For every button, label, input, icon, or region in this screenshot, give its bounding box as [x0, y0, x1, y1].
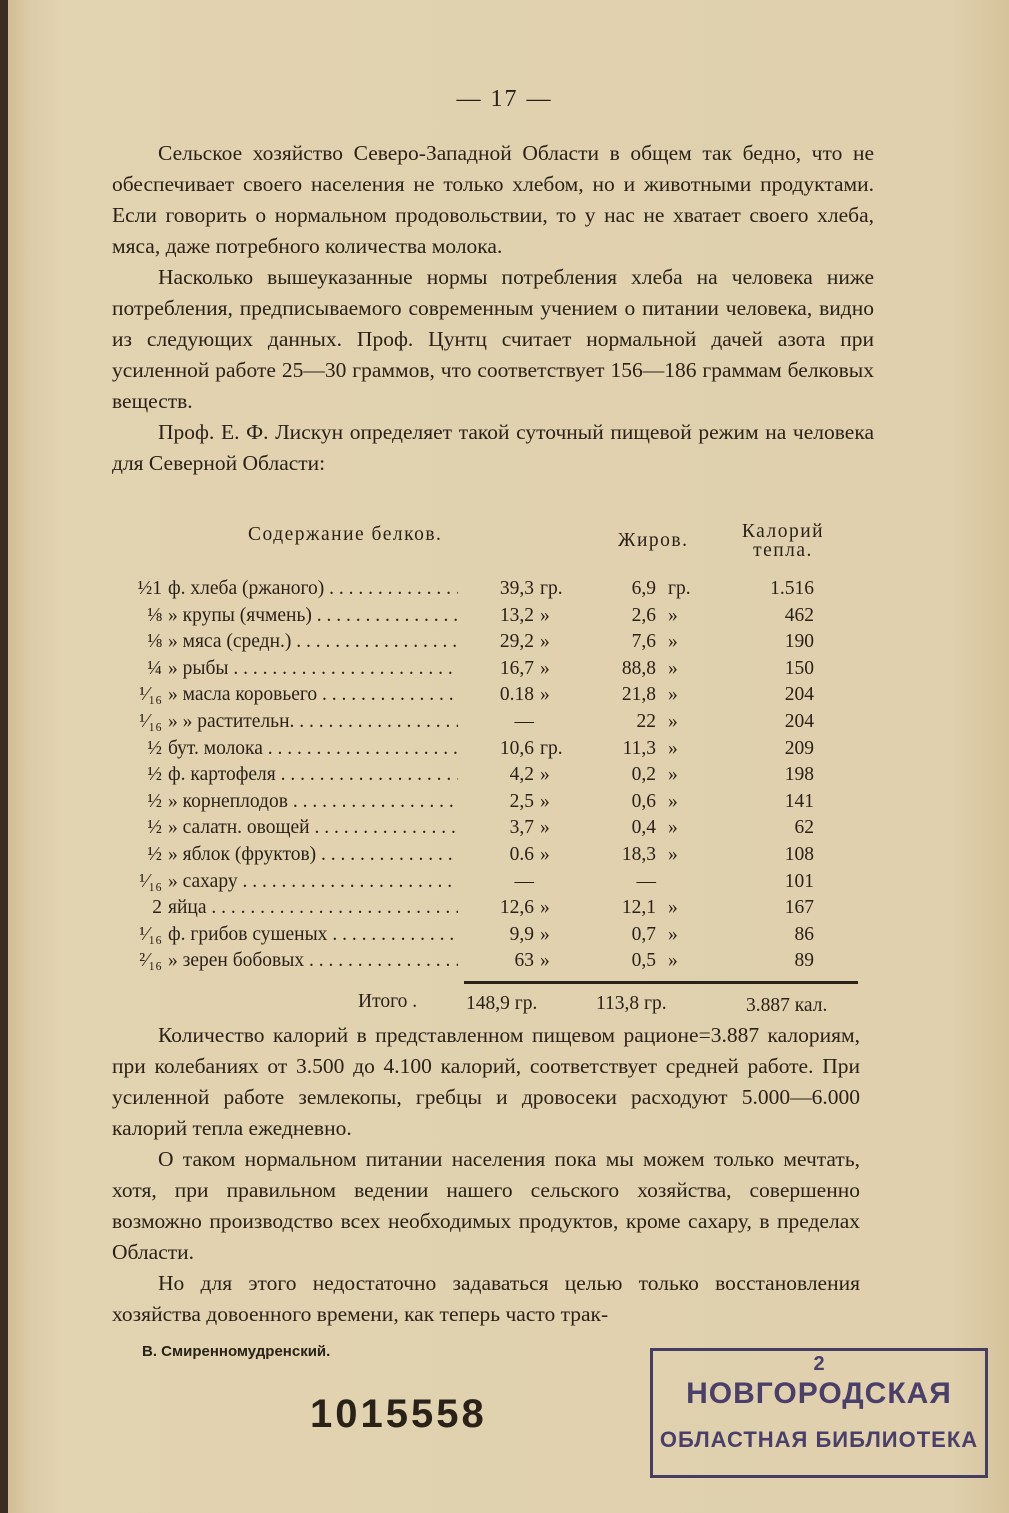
row-calories: 190	[784, 631, 814, 653]
row-protein-unit: »	[540, 817, 550, 839]
row-protein: 4,2	[509, 764, 534, 786]
library-stamp	[650, 1348, 988, 1478]
header-calories: Калорий тепла.	[741, 521, 825, 561]
row-food-name: яйца . . .	[168, 895, 458, 922]
stamp-line-2: ОБЛАСТНАЯ БИБЛИОТЕКА	[659, 1427, 979, 1452]
row-fat-unit: »	[668, 817, 678, 839]
row-food-name: » крупы (ячмень) . . .	[168, 603, 458, 630]
table-row: 2 яйца . . . 12,6 » 12,1 » 167	[112, 895, 852, 922]
row-fat-unit: »	[668, 737, 678, 759]
page-number: — 17 —	[456, 86, 553, 112]
row-calories: 89	[794, 950, 814, 972]
table-row: ½ » корнеплодов . . . 2,5 » 0,6 » 141	[112, 789, 852, 816]
row-food-name: ф. грибов сушеных . . .	[168, 922, 458, 949]
row-fat: 0,2	[631, 764, 656, 786]
row-fat-unit: »	[668, 764, 678, 786]
table-row: ½ » яблок (фруктов) . . . 0.6 » 18,3 » 108	[112, 842, 852, 869]
row-fat: 0,6	[631, 790, 656, 812]
row-protein-unit: гр.	[540, 737, 563, 759]
table-row: ¹⁄₁₆ » » растительн. . . . — 22 » 204	[112, 709, 852, 736]
row-protein-unit: »	[540, 684, 550, 706]
table-row: ⅛ » мяса (средн.) . . . 29,2 » 7,6 » 190	[112, 629, 852, 656]
row-protein: 0.18	[499, 684, 534, 706]
bottom-text-block	[112, 1020, 860, 1330]
row-fat: 21,8	[621, 684, 656, 706]
row-protein-unit: »	[540, 790, 550, 812]
row-protein-unit: »	[540, 764, 550, 786]
row-calories: 86	[794, 923, 814, 945]
row-calories: 141	[784, 790, 814, 812]
row-fat-unit: »	[668, 604, 678, 626]
total-calories: 3.887 кал.	[746, 994, 828, 1016]
row-fat: 88,8	[621, 657, 656, 679]
row-protein-unit: »	[540, 950, 550, 972]
row-fat: 0,4	[631, 817, 656, 839]
row-fat-unit: »	[668, 657, 678, 679]
row-food-name: » мяса (средн.) . . .	[168, 629, 458, 656]
row-fat: 12,1	[621, 897, 656, 919]
row-fat-unit: »	[668, 950, 678, 972]
row-calories: 1.516	[770, 578, 814, 599]
row-protein: 2,5	[509, 790, 534, 812]
inventory-number: 1015558	[310, 1392, 487, 1436]
printer-signature: В. Смиренномудренский.	[142, 1343, 331, 1360]
header-fat: Жиров.	[618, 530, 689, 551]
nutrition-table	[112, 522, 852, 1021]
row-food-name: ф. хлеба (ржаного) . . .	[168, 576, 458, 603]
paragraph-3: Проф. Е. Ф. Лискун определяет такой суточный пищевой режим на человека для Северной Области:	[112, 420, 874, 475]
row-fat-unit: »	[668, 710, 678, 732]
paragraph-4: Количество калорий в представленном пищевом рационе=3.887 калориям, при колебаниях от 3.500 до 4.100 калорий, соответствует средней работе. При усиленной работе землекопы, гребцы и дровосеки расходуют 5.000—6.000 калорий тепла ежедневно.	[112, 1023, 860, 1140]
total-protein: 148,9 гр.	[466, 992, 538, 1014]
total-fat: 113,8 гр.	[596, 992, 667, 1014]
row-protein: 0.6	[509, 843, 534, 865]
row-protein-unit: »	[540, 604, 550, 626]
row-fat: 0,7	[631, 923, 656, 945]
row-protein-unit: »	[540, 657, 550, 679]
row-calories: 167	[784, 897, 814, 919]
row-food-name: » рыбы . . .	[168, 656, 458, 683]
row-food-name: ф. картофеля . . .	[168, 762, 458, 789]
table-row: 1½ ф. хлеба (ржаного) . . . 39,3 гр. 6,9 гр. 1.516	[112, 576, 852, 603]
table-header	[112, 522, 852, 576]
row-protein: 39,3	[499, 578, 534, 599]
table-total-row	[112, 981, 852, 1021]
table-body	[112, 576, 852, 975]
row-calories: 108	[784, 843, 814, 865]
row-food-name: » сахару . . .	[168, 869, 458, 896]
row-fat: —	[636, 870, 656, 892]
row-fat-unit: гр.	[668, 578, 691, 599]
row-food-name: бут. молока . . .	[168, 736, 458, 763]
row-protein: 3,7	[509, 817, 534, 839]
book-spine-edge	[0, 0, 8, 1513]
stamp-line-1: НОВГОРОДСКАЯ	[686, 1377, 952, 1410]
paragraph-5: О таком нормальном питании населения пока мы можем только мечтать, хотя, при правильном ведении нашего сельского хозяйства, совершенно возможно производство всех необходимых продуктов, кроме сахару, в пределах Области.	[112, 1147, 860, 1264]
row-protein: 16,7	[499, 657, 534, 679]
row-fat: 6,9	[631, 578, 656, 599]
row-protein: 9,9	[509, 923, 534, 945]
table-row: ²⁄₁₆ » зерен бобовых . . . 63 » 0,5 » 89	[112, 948, 852, 975]
row-fat: 22	[636, 710, 656, 732]
paragraph-1: Сельское хозяйство Северо-Западной Области в общем так бедно, что не обеспечивает своего населения не только хлебом, но и животными продуктами. Если говорить о нормальном продовольствии, то у нас не хватает своего хлеба, мяса, даже потребного количества молока.	[112, 141, 874, 258]
row-calories: 198	[784, 764, 814, 786]
table-row: ½ ф. картофеля . . . 4,2 » 0,2 » 198	[112, 762, 852, 789]
table-row: ¹⁄₁₆ » сахару . . . — — 101	[112, 869, 852, 896]
total-label: Итого .	[358, 990, 418, 1012]
row-protein: 29,2	[499, 631, 534, 653]
header-protein: Содержание белков.	[248, 524, 443, 545]
row-calories: 204	[784, 684, 814, 706]
row-fat-unit: »	[668, 923, 678, 945]
row-calories: 209	[784, 737, 814, 759]
row-calories: 62	[794, 817, 814, 839]
table-row: ¼ » рыбы . . . 16,7 » 88,8 » 150	[112, 656, 852, 683]
row-calories: 462	[784, 604, 814, 626]
total-rule	[464, 981, 858, 984]
row-fat-unit: »	[668, 897, 678, 919]
row-calories: 101	[784, 870, 814, 892]
row-protein: 12,6	[499, 897, 534, 919]
paragraph-2: Насколько вышеуказанные нормы потребления хлеба на человека ниже потребления, предписываемого современным учением о питании человека, видно из следующих данных. Проф. Цунтц считает нормальной дачей азота при усиленной работе 25—30 граммов, что соответствует 156—186 граммам белковых веществ.	[112, 265, 874, 413]
table-row: ⅛ » крупы (ячмень) . . . 13,2 » 2,6 » 462	[112, 603, 852, 630]
row-fat: 18,3	[621, 843, 656, 865]
row-protein: —	[514, 870, 534, 892]
stamp-number: 2	[813, 1353, 825, 1375]
table-row: ¹⁄₁₆ ф. грибов сушеных . . . 9,9 » 0,7 » 86	[112, 922, 852, 949]
row-calories: 204	[784, 710, 814, 732]
row-protein-unit: »	[540, 631, 550, 653]
row-fat: 2,6	[631, 604, 656, 626]
row-calories: 150	[784, 657, 814, 679]
row-fat-unit: »	[668, 631, 678, 653]
row-protein: 10,6	[499, 737, 534, 759]
row-protein-unit: »	[540, 897, 550, 919]
row-food-name: » масла коровьего . . .	[168, 682, 458, 709]
row-protein-unit: гр.	[540, 578, 563, 599]
table-row: ¹⁄₁₆ » масла коровьего . . . 0.18 » 21,8 » 204	[112, 682, 852, 709]
row-fat-unit: »	[668, 843, 678, 865]
row-fat: 11,3	[622, 737, 656, 759]
row-protein-unit: »	[540, 923, 550, 945]
row-food-name: » салатн. овощей . . .	[168, 815, 458, 842]
row-protein-unit: »	[540, 843, 550, 865]
row-fat: 0,5	[631, 950, 656, 972]
row-fat-unit: »	[668, 790, 678, 812]
row-food-name: » яблок (фруктов) . . .	[168, 842, 458, 869]
row-protein: 63	[514, 950, 534, 972]
top-text-block	[112, 138, 874, 479]
row-fat-unit: »	[668, 684, 678, 706]
table-row: ½ » салатн. овощей . . . 3,7 » 0,4 » 62	[112, 815, 852, 842]
row-food-name: » зерен бобовых . . .	[168, 948, 458, 975]
row-protein: —	[514, 710, 534, 732]
row-food-name: » » растительн. . . .	[168, 709, 458, 736]
row-fat: 7,6	[631, 631, 656, 653]
row-food-name: » корнеплодов . . .	[168, 789, 458, 816]
row-protein: 13,2	[499, 604, 534, 626]
table-row: ½ бут. молока . . . 10,6 гр. 11,3 » 209	[112, 736, 852, 763]
paragraph-6: Но для этого недостаточно задаваться целью только восстановления хозяйства довоенного времени, как теперь часто трак-	[112, 1271, 860, 1326]
